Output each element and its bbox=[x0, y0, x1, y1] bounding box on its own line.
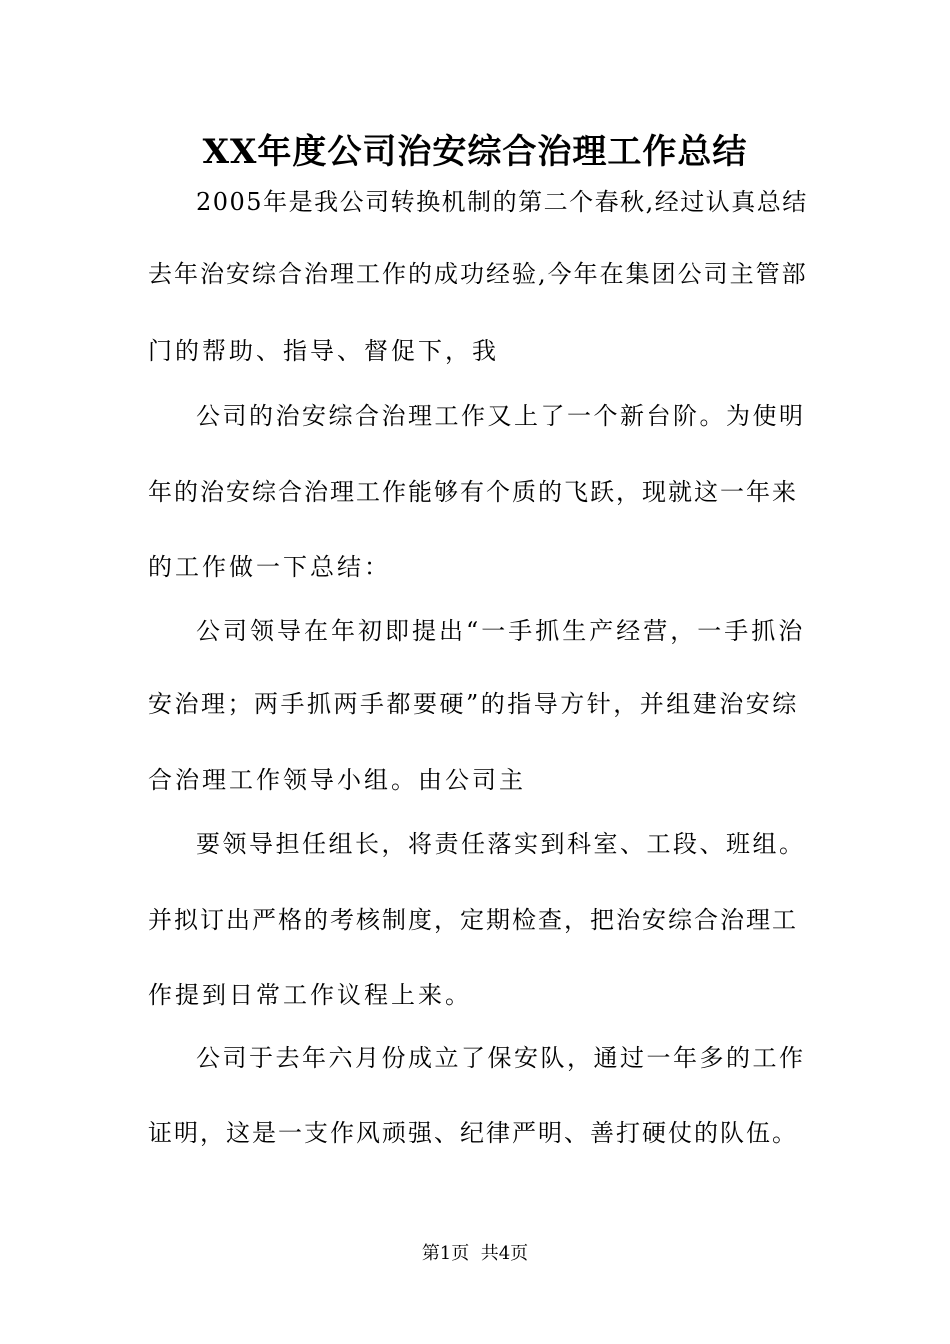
paragraph-line: 公司领导在年初即提出“一手抓生产经营，一手抓治 bbox=[196, 617, 806, 645]
paragraph-line: 年的治安综合治理工作能够有个质的飞跃，现就这一年来 bbox=[148, 478, 798, 506]
paragraph-line: 要领导担任组长，将责任落实到科室、工段、班组。 bbox=[196, 830, 806, 858]
paragraph-line: 作提到日常工作议程上来。 bbox=[148, 981, 472, 1009]
paragraph-line: 门的帮助、指导、督促下，我 bbox=[148, 337, 499, 365]
paragraph-line: 安治理；两手抓两手都要硬”的指导方针，并组建治安综 bbox=[148, 690, 799, 718]
paragraph-line: 去年治安综合治理工作的成功经验,今年在集团公司主管部 bbox=[148, 260, 808, 288]
document-title: XX年度公司治安综合治理工作总结 bbox=[202, 132, 748, 172]
paragraph-line: 公司的治安综合治理工作又上了一个新台阶。为使明 bbox=[196, 402, 806, 430]
paragraph-line: 的工作做一下总结： bbox=[148, 553, 391, 581]
paragraph-line: 证明，这是一支作风顽强、纪律严明、善打硬仗的队伍。 bbox=[148, 1119, 798, 1147]
paragraph-line: 合治理工作领导小组。由公司主 bbox=[148, 766, 526, 794]
paragraph-line: 2005年是我公司转换机制的第二个春秋,经过认真总结 bbox=[196, 188, 808, 216]
paragraph-line: 并拟订出严格的考核制度，定期检查，把治安综合治理工 bbox=[148, 906, 798, 934]
paragraph-line: 公司于去年六月份成立了保安队，通过一年多的工作 bbox=[196, 1044, 806, 1072]
page-footer: 第1页 共4页 bbox=[421, 1243, 529, 1264]
